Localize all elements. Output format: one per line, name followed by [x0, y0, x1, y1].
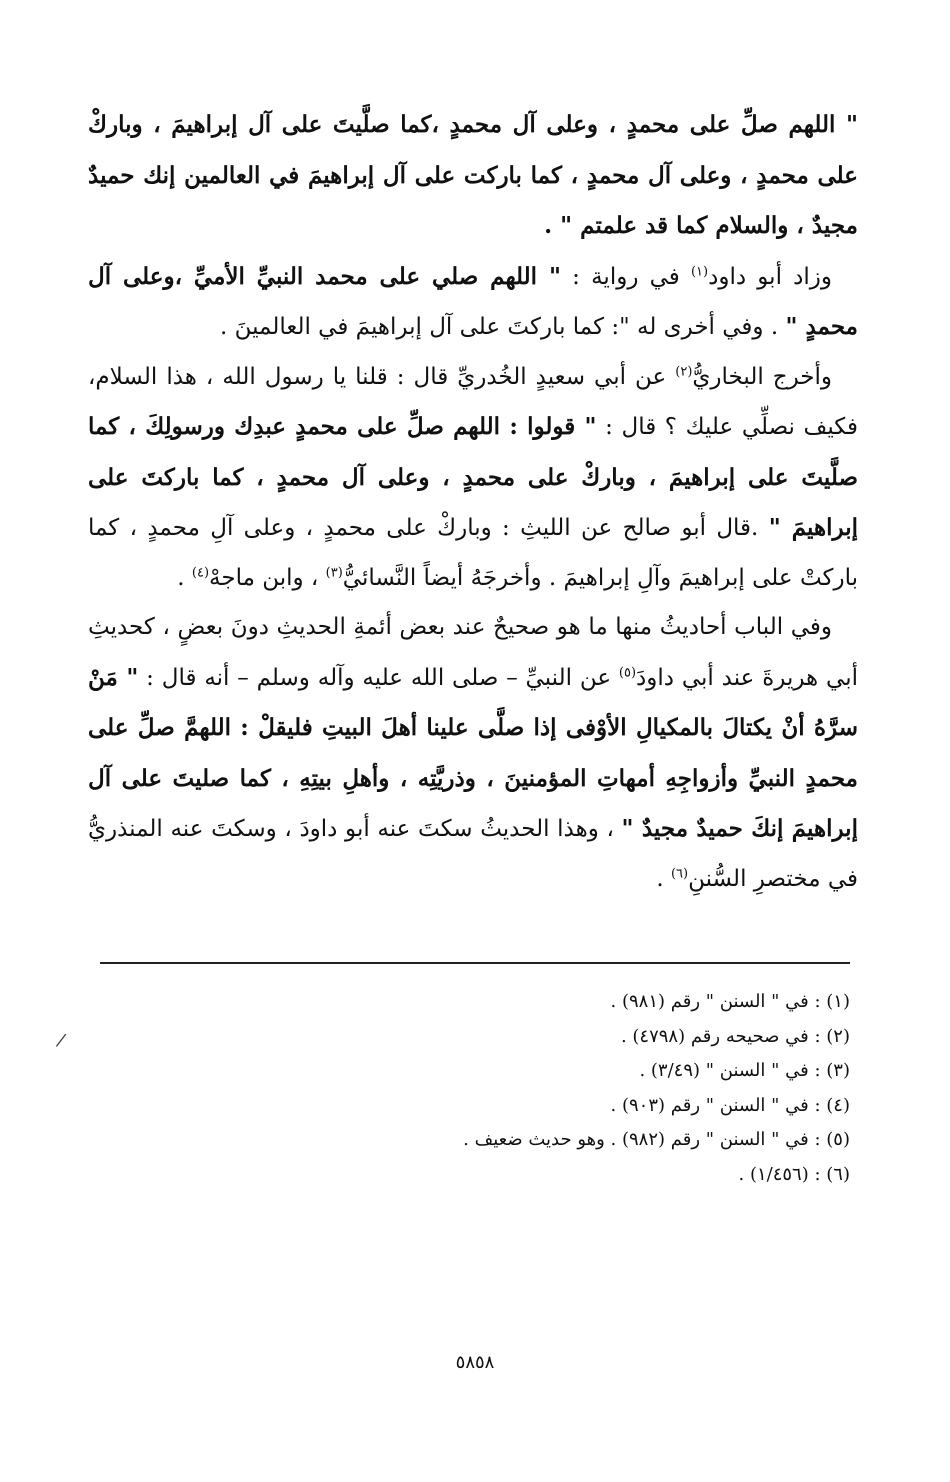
- text: عن النبيِّ – صلى الله عليه وآله وسلم – أنه قال :: [138, 664, 619, 691]
- hadith-quote-bold: " مَنْ سرَّهُ أنْ يكتالَ بالمكيالِ الأوْفى إذا صلَّى علينا أهلَ البيتِ فليقلْ : اللهمَّ صلِّ على محمدٍ النبيِّ وأزواجِهِ أمهاتِ المؤمنينَ ، وذريَّتِه ، وأهلِ بيتِهِ ، كما صليتَ على آل إبراهيمَ إنكَ حميدٌ مجيدٌ ": [88, 663, 858, 842]
- footnote-ref-1[interactable]: (١): [690, 263, 709, 279]
- hadith-quote-bold: " قولوا : اللهم صلِّ على محمدٍ عبدِك ورسولِكَ ، كما صلَّيتَ على إبراهيمَ ، وباركْ على محمدٍ ، وعلى آل محمدٍ ، كما باركتَ على إبراهيمَ ": [88, 413, 858, 541]
- footnote-ref-2[interactable]: (٢): [675, 363, 693, 379]
- footnote-ref-6[interactable]: (٦): [670, 865, 689, 881]
- text: ، وهذا الحديثُ سكتَ عنه أبو داودَ ، وسكتَ عنه المنذريُّ في مختصرِ السُّننِ: [88, 816, 858, 892]
- paragraph-prayer-formula: [88, 100, 858, 252]
- footnote-1: (١) : في " السنن " رقم (٩٨١) .: [610, 991, 850, 1012]
- text: عن أبي سعيدٍ الخُدريِّ قال : قلنا يا رسول الله ، هذا السلام، فكيف نصلِّي عليك ؟ قال :: [88, 363, 858, 440]
- footnote-2: (٢) : في صحيحه رقم (٤٧٩٨) .: [620, 1025, 850, 1047]
- margin-pen-mark: /: [54, 1029, 68, 1052]
- text: .قال أبو صالح عن الليثِ : وباركْ على محمدٍ ، وعلى آلِ محمدٍ ، كما باركتْ على إبراهيمَ وآلِ إبراهيمَ . وأخرجَهُ أيضاً النَّسائيُّ: [88, 515, 858, 591]
- footnote-ref-3[interactable]: (٣): [325, 564, 343, 580]
- hadith-quote-bold: " اللهم صلي على محمد النبيِّ الأميِّ ،وعلى آل محمدٍ ": [88, 262, 858, 340]
- text: .: [656, 865, 671, 892]
- paragraph-bukhari: [88, 353, 858, 604]
- text: وزاد أبو داود: [708, 263, 832, 290]
- text: وفي الباب أحاديثُ منها ما هو صحيحٌ عند بعض أئمةِ الحديثِ دونَ بعضٍ ، كحديثِ أبي هريرةَ عند أبي داودَ: [88, 614, 858, 691]
- paragraph-abu-dawud-addition: [88, 252, 858, 353]
- text: ، وابن ماجهْ: [209, 564, 326, 591]
- prayer-formula-bold: " اللهم صلِّ على محمدٍ ، وعلى آل محمدٍ ،كما صلَّيتَ على آل إبراهيمَ ، وباركْ على محمدٍ ، وعلى آل محمدٍ ، كما باركت على آل إبراهيمَ في العالمين إنك حميدٌ مجيدٌ ، والسلام كما قد علمتم " .: [88, 111, 858, 239]
- text: في رواية :: [560, 263, 691, 290]
- footnote-3: (٣) : في " السنن " (٣/٤٩) .: [639, 1060, 850, 1082]
- footnotes-list: [100, 985, 850, 1193]
- text: .: [177, 564, 192, 591]
- text: . وفي أخرى له ": كما باركتَ على آل إبراهيمَ في العالمينَ .: [219, 314, 786, 340]
- footnote-4: (٤) : في " السنن " رقم (٩٠٣) .: [610, 1094, 850, 1116]
- footnote-separator: [100, 962, 850, 964]
- footnote-5: (٥) : في " السنن " رقم (٩٨٢) . وهو حديث ضعيف .: [463, 1129, 850, 1151]
- page-number: ٥٨٥٨: [455, 1352, 495, 1373]
- footnote-6: (٦) : (١/٤٥٦) .: [738, 1163, 850, 1185]
- text: وأخرج البخاريُّ: [692, 363, 832, 390]
- footnote-ref-4[interactable]: (٤): [191, 564, 210, 580]
- paragraph-other-hadiths: [88, 603, 858, 904]
- footnote-ref-5[interactable]: (٥): [618, 664, 637, 680]
- main-text: [88, 100, 858, 904]
